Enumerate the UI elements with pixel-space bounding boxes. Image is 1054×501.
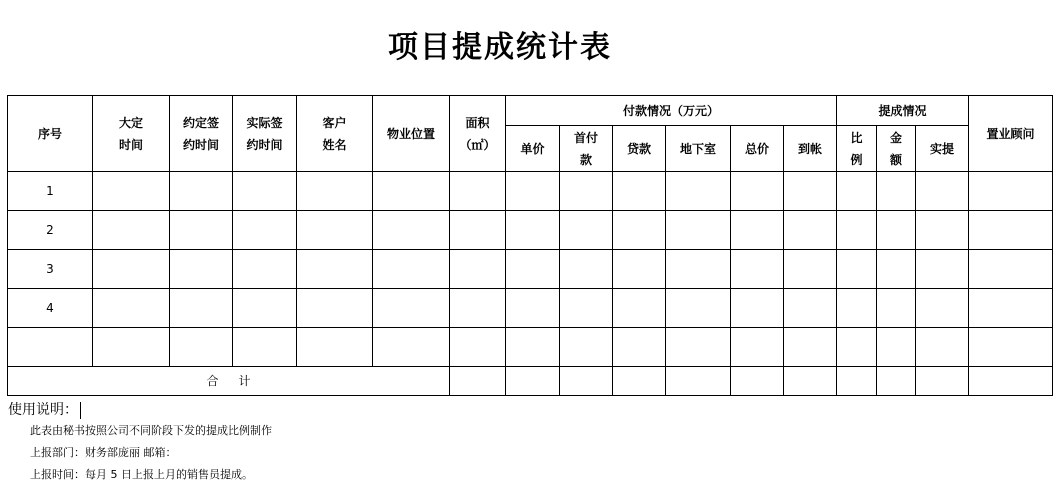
cell[interactable] (877, 367, 916, 396)
cell[interactable] (613, 328, 666, 367)
cell[interactable] (506, 367, 560, 396)
cell[interactable] (784, 289, 837, 328)
cell[interactable] (784, 250, 837, 289)
cell[interactable] (837, 172, 877, 211)
cell[interactable] (969, 250, 1053, 289)
cell[interactable] (877, 328, 916, 367)
cell[interactable] (297, 250, 373, 289)
cell[interactable] (373, 250, 450, 289)
cell[interactable] (731, 328, 784, 367)
cell[interactable] (916, 289, 969, 328)
total-label: 合 计 (8, 367, 450, 396)
cell[interactable] (450, 289, 506, 328)
cell[interactable] (666, 211, 731, 250)
cell[interactable] (837, 328, 877, 367)
header-actual-paid: 实提 (916, 126, 969, 172)
row-number: 2 (8, 211, 93, 250)
row-number: 3 (8, 250, 93, 289)
cell[interactable] (916, 172, 969, 211)
cell[interactable] (613, 172, 666, 211)
header-consultant: 置业顾问 (969, 96, 1053, 172)
header-agreed-sign-date: 约定签 约时间 (170, 96, 233, 172)
cell[interactable] (613, 250, 666, 289)
header-amount: 金 额 (877, 126, 916, 172)
cell[interactable] (373, 289, 450, 328)
cell[interactable] (784, 211, 837, 250)
cell[interactable] (450, 211, 506, 250)
row-number (8, 328, 93, 367)
cell[interactable] (613, 367, 666, 396)
cell[interactable] (373, 211, 450, 250)
table-row (8, 211, 1053, 250)
cell[interactable] (731, 172, 784, 211)
cell[interactable] (93, 328, 170, 367)
header-loan: 贷款 (613, 126, 666, 172)
row-number: 4 (8, 289, 93, 328)
cell[interactable] (506, 250, 560, 289)
cell[interactable] (784, 172, 837, 211)
cell[interactable] (877, 250, 916, 289)
header-payment-group: 付款情况（万元） (506, 96, 837, 126)
cell[interactable] (784, 328, 837, 367)
cell[interactable] (170, 289, 233, 328)
text-cursor (80, 402, 81, 419)
table-row (8, 328, 1053, 367)
cell[interactable] (969, 367, 1053, 396)
cell[interactable] (666, 328, 731, 367)
header-area: 面积 （㎡） (450, 96, 506, 172)
cell[interactable] (93, 172, 170, 211)
table-row (8, 172, 1053, 211)
cell[interactable] (666, 367, 731, 396)
cell[interactable] (731, 289, 784, 328)
header-received: 到帐 (784, 126, 837, 172)
cell[interactable] (297, 289, 373, 328)
cell[interactable] (233, 250, 297, 289)
cell[interactable] (170, 172, 233, 211)
cell[interactable] (916, 211, 969, 250)
cell[interactable] (560, 250, 613, 289)
cell[interactable] (731, 367, 784, 396)
row-number: 1 (8, 172, 93, 211)
note-line: 上报部门：财务部庞丽 邮箱： (30, 446, 177, 459)
header-commission-group: 提成情况 (837, 96, 969, 126)
header-ratio: 比 例 (837, 126, 877, 172)
cell[interactable] (666, 250, 731, 289)
header-deposit-date: 大定 时间 (93, 96, 170, 172)
cell[interactable] (450, 328, 506, 367)
cell[interactable] (613, 289, 666, 328)
cell[interactable] (170, 328, 233, 367)
cell[interactable] (916, 250, 969, 289)
cell[interactable] (837, 367, 877, 396)
header-down-payment: 首付 款 (560, 126, 613, 172)
cell[interactable] (877, 172, 916, 211)
data-rows (8, 172, 1053, 367)
cell[interactable] (969, 172, 1053, 211)
cell[interactable] (731, 211, 784, 250)
cell[interactable] (170, 211, 233, 250)
table-row (8, 250, 1053, 289)
total-row (8, 367, 1053, 396)
cell[interactable] (450, 367, 506, 396)
cell[interactable] (837, 289, 877, 328)
header-basement: 地下室 (666, 126, 731, 172)
note-line: 上报时间：每月 5 日上报上月的销售员提成。 (30, 468, 253, 481)
cell[interactable] (233, 289, 297, 328)
cell[interactable] (560, 328, 613, 367)
header-seq: 序号 (8, 96, 93, 172)
commission-table (7, 95, 1053, 396)
cell[interactable] (233, 328, 297, 367)
cell[interactable] (506, 172, 560, 211)
cell[interactable] (969, 211, 1053, 250)
header-unit-price: 单价 (506, 126, 560, 172)
cell[interactable] (297, 172, 373, 211)
cell[interactable] (969, 328, 1053, 367)
cell[interactable] (969, 289, 1053, 328)
cell[interactable] (560, 172, 613, 211)
table-row (8, 289, 1053, 328)
cell[interactable] (233, 211, 297, 250)
cell[interactable] (450, 250, 506, 289)
cell[interactable] (560, 211, 613, 250)
cell[interactable] (170, 250, 233, 289)
header-total-price: 总价 (731, 126, 784, 172)
cell[interactable] (506, 289, 560, 328)
cell[interactable] (93, 211, 170, 250)
cell[interactable] (916, 367, 969, 396)
usage-notes (8, 400, 272, 486)
notes-title: 使用说明： (8, 400, 272, 420)
cell[interactable] (666, 172, 731, 211)
cell[interactable] (877, 211, 916, 250)
cell[interactable] (506, 328, 560, 367)
cell[interactable] (373, 172, 450, 211)
header-property-location: 物业位置 (373, 96, 450, 172)
cell[interactable] (666, 289, 731, 328)
header-actual-sign-date: 实际签 约时间 (233, 96, 297, 172)
header-row-1 (8, 96, 1053, 126)
cell[interactable] (450, 172, 506, 211)
cell[interactable] (93, 289, 170, 328)
cell[interactable] (93, 250, 170, 289)
note-line: 此表由秘书按照公司不同阶段下发的提成比例制作 (30, 424, 272, 437)
cell[interactable] (560, 289, 613, 328)
cell[interactable] (877, 289, 916, 328)
cell[interactable] (297, 211, 373, 250)
cell[interactable] (506, 211, 560, 250)
cell[interactable] (297, 328, 373, 367)
cell[interactable] (916, 328, 969, 367)
cell[interactable] (560, 367, 613, 396)
cell[interactable] (613, 211, 666, 250)
cell[interactable] (233, 172, 297, 211)
header-customer-name: 客户 姓名 (297, 96, 373, 172)
cell[interactable] (837, 250, 877, 289)
cell[interactable] (784, 367, 837, 396)
cell[interactable] (837, 211, 877, 250)
page-title: 项目提成统计表 (388, 30, 612, 65)
cell[interactable] (373, 328, 450, 367)
cell[interactable] (731, 250, 784, 289)
